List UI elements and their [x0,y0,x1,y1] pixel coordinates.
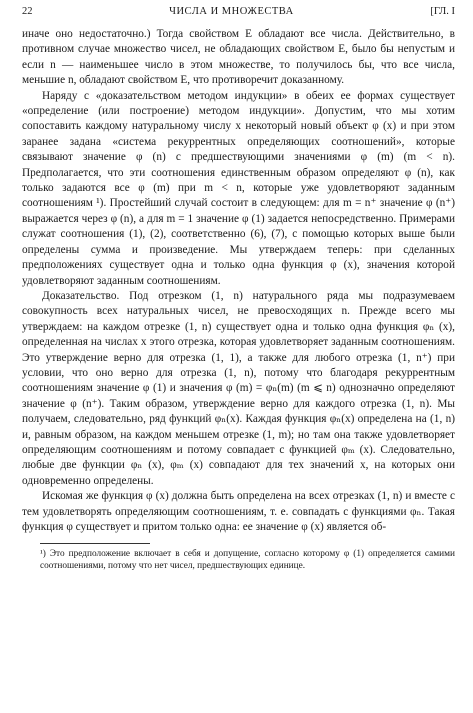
paragraph-proof: Доказательство. Под отрезком (1, n) натурального ряда мы подразумеваем совокупность всех натуральных чисел, не превосходящих n. Прежде всего мы утверждаем: на каждом отрезке (1, n) существует одна и только одна функция φₙ (x), определенная на числах x этого отрезка, которая удовлетворяет заданным соотношениям. Это утверждение верно для отрезка (1, 1), а также для любого отрезка (1, n⁺) при условии, что оно верно для отрезка (1, n), потому что благодаря рекуррентным соотношениям значение φ (1) и значения φ (m) = φₙ(m) (m ⩽ n) однозначно определяют значение φ (n⁺). Таким образом, утверждение верно для каждого отрезка (1, n). Мы получаем, следовательно, ряд функций φₙ(x). Каждая функция φₙ(x) определена на (1, n) и, равным образом, на каждом меньшем отрезке (1, m); но там она также удовлетворяет определяющим соотношениям и потому совпадает с функцией φₘ (x). Следовательно, любые две функции φₙ (x), φₘ (x) совпадают для тех значений x, на которых они одновременно определены. [22,289,455,487]
page-number: 22 [22,6,33,17]
running-title: ЧИСЛА И МНОЖЕСТВА [169,6,294,17]
paragraph-4: Искомая же функция φ (x) должна быть определена на всех отрезках (1, n) и вместе с тем удовлетворять определяющим соотношениям, т. е. совпадать с функциями φₙ. Такая функция φ существует и притом только одна: ее значение φ (x) является об- [22,490,455,533]
chapter-marker: [ГЛ. I [430,6,455,17]
footnote-divider [40,543,150,544]
running-header [22,6,455,24]
paragraph-1: иначе оно недостаточно.) Тогда свойством E обладают все числа. Действительно, в противном случае множество чисел, не обладающих свойством E, было бы непустым и если n — наименьшее число в этом множестве, то получилось бы, что все числа, меньшие n, обладают свойством E, что противоречит доказанному. [22,28,455,87]
footnote: ¹) Это предположение включает в себя и допущение, согласно которому φ (1) определяется самими соотношениями, потому что нет чисел, предшествующих единице. [40,549,455,572]
paragraph-2: Наряду с «доказательством методом индукции» в обеих ее формах существует «определение (или построение) методом индукции». Допустим, что мы хотим сопоставить каждому натуральному числу x некоторый новый объект φ (x) и при этом заранее задана «система рекуррентных определяющих соотношений», которые связывают значение φ (n) с предшествующими значениями φ (m) (m < n). Предполагается, что эти соотношения единственным образом определяют φ (n), как только задаются все φ (m) при m < n, которые уже удовлетворяют заданным соотношениям ¹). Простейший случай состоит в следующем: для m = n⁺ значение φ (n⁺) выражается через φ (n), а для m = 1 значение φ (1) задается непосредственно. Примерами служат соотношения (1), (2), соответственно (6), (7), с помощью которых выше были определены сумма и произведение. Мы утверждаем теперь: при сделанных предположениях существует одна и только одна функция φ (x), значения которой удовлетворяют заданным соотношениям. [22,89,455,287]
